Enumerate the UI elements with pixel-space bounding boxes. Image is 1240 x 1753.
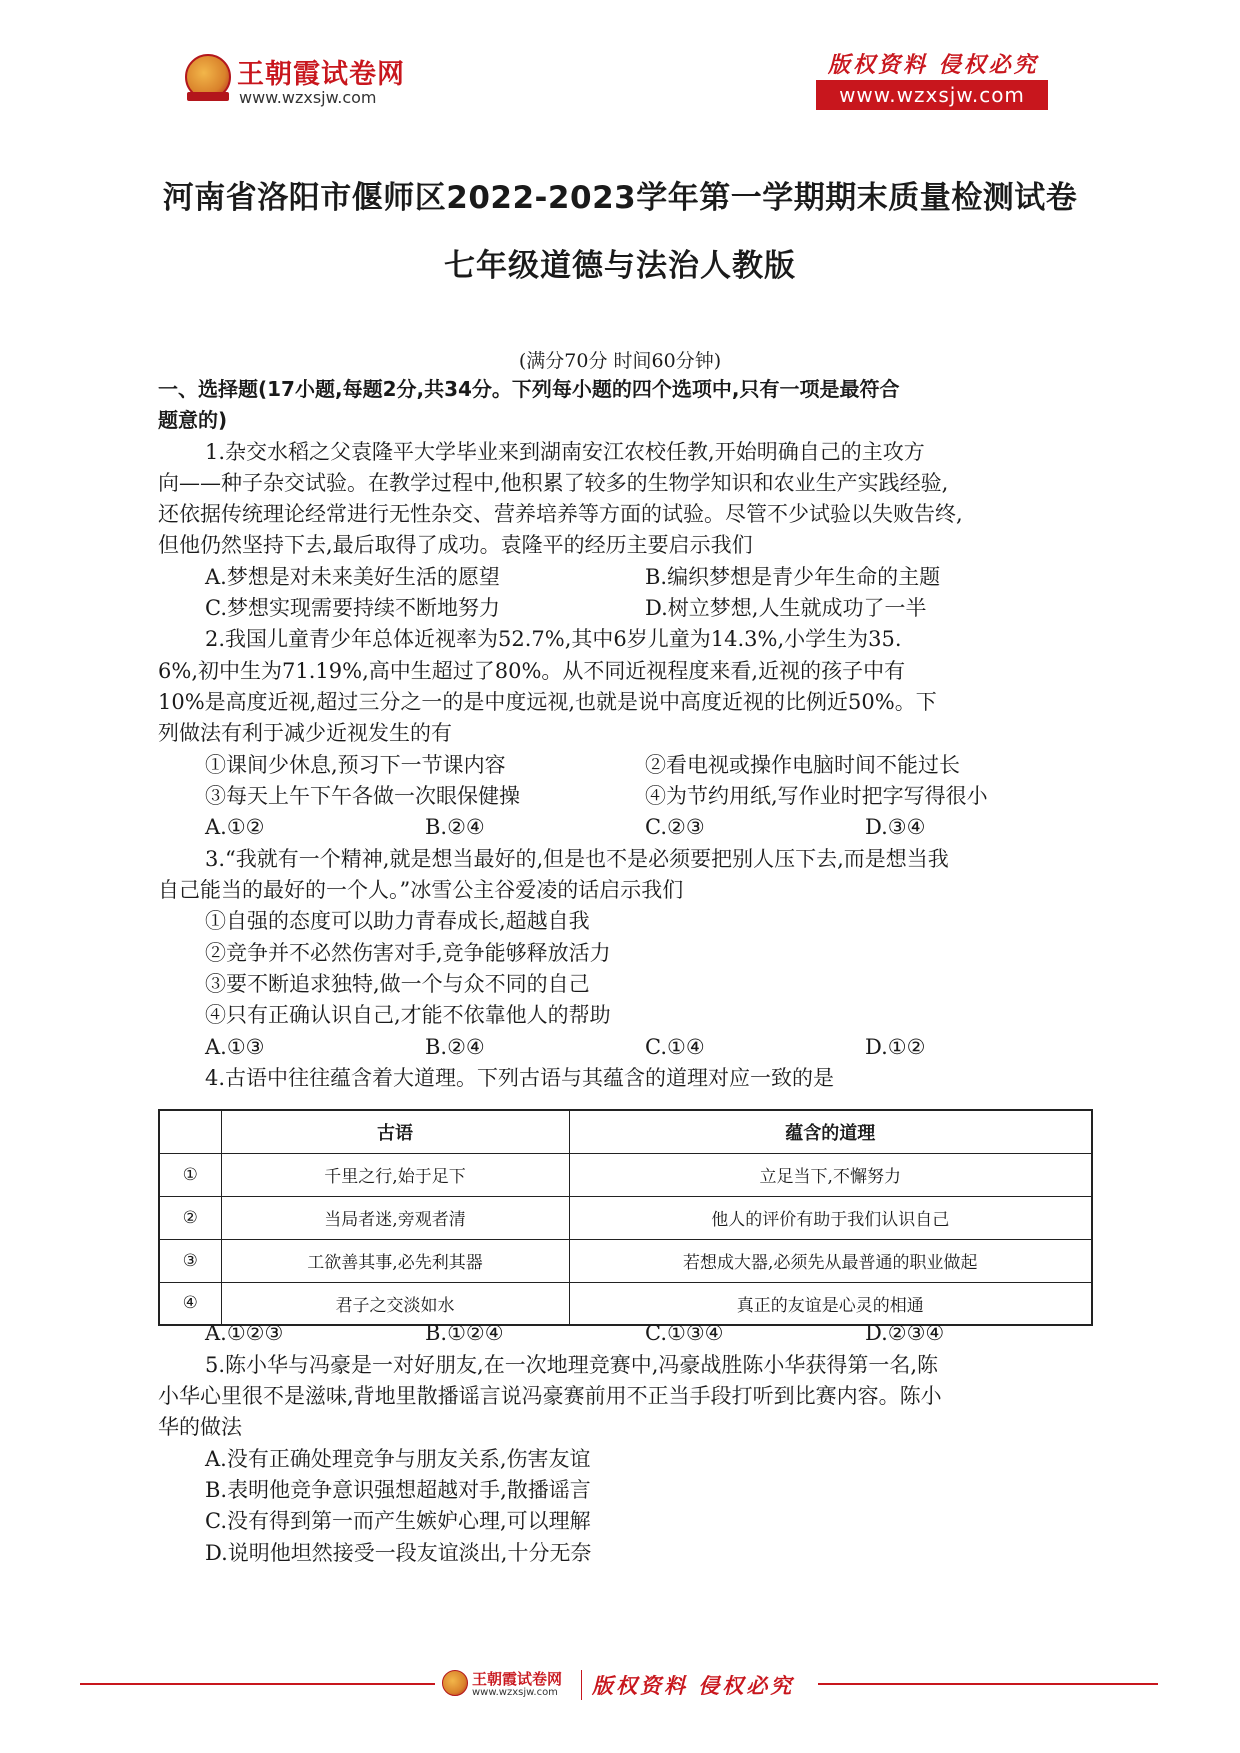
row-num: ①	[159, 1153, 221, 1196]
row-saying: 君子之交淡如水	[221, 1282, 569, 1325]
brand-name: 王朝霞试卷网	[237, 59, 405, 90]
q2-item: ①课间少休息,预习下一节课内容	[205, 753, 506, 777]
q5-option-c: C.没有得到第一而产生嫉妒心理,可以理解	[205, 1509, 591, 1533]
q3-item: ①自强的态度可以助力青春成长,超越自我	[205, 909, 590, 933]
q1-line: 1.杂交水稻之父袁隆平大学毕业来到湖南安江农校任教,开始明确自己的主攻方	[205, 440, 925, 464]
q1-option-b: B.编织梦想是青少年生命的主题	[645, 565, 941, 589]
table-row	[159, 1153, 1092, 1196]
footer-rule-right	[818, 1683, 1158, 1685]
q1-line: 但他仍然坚持下去,最后取得了成功。袁隆平的经历主要启示我们	[158, 533, 753, 557]
row-meaning: 真正的友谊是心灵的相通	[569, 1282, 1092, 1325]
table-row	[159, 1196, 1092, 1239]
q2-line: 6%,初中生为71.19%,高中生超过了80%。从不同近视程度来看,近视的孩子中有	[158, 659, 906, 683]
q5-option-b: B.表明他竞争意识强想超越对手,散播谣言	[205, 1478, 591, 1502]
section-heading: 一、选择题(17小题,每题2分,共34分。下列每小题的四个选项中,只有一项是最符合	[158, 377, 900, 401]
q2-item: ②看电视或操作电脑时间不能过长	[645, 753, 960, 777]
row-num: ③	[159, 1239, 221, 1282]
row-num: ②	[159, 1196, 221, 1239]
q4-option-a: A.①②③	[205, 1321, 284, 1345]
q1-option-d: D.树立梦想,人生就成功了一半	[645, 596, 927, 620]
footer-logo	[442, 1668, 582, 1702]
q3-line: 自己能当的最好的一个人。”冰雪公主谷爱凌的话启示我们	[158, 878, 684, 902]
q1-option-c: C.梦想实现需要持续不断地努力	[205, 596, 500, 620]
copyright-notice: 版权资料 侵权必究	[828, 52, 1039, 78]
footer-divider	[581, 1670, 582, 1700]
q4-table	[158, 1109, 1093, 1326]
exam-title: 河南省洛阳市偃师区2022-2023学年第一学期期末质量检测试卷	[162, 180, 1078, 216]
q3-option-a: A.①③	[205, 1035, 265, 1059]
q3-option-b: B.②④	[425, 1035, 485, 1059]
section-heading-cont: 题意的)	[158, 408, 228, 432]
q4-option-d: D.②③④	[865, 1321, 945, 1345]
footer-brand-url: www.wzxsjw.com	[472, 1687, 558, 1698]
row-saying: 工欲善其事,必先利其器	[221, 1239, 569, 1282]
table-header-saying: 古语	[221, 1110, 569, 1153]
q2-item: ③每天上午下午各做一次眼保健操	[205, 784, 520, 808]
exam-meta: (满分70分 时间60分钟)	[518, 350, 722, 372]
q5-line: 小华心里很不是滋味,背地里散播谣言说冯豪赛前用不正当手段打听到比赛内容。陈小	[158, 1384, 942, 1408]
q2-item: ④为节约用纸,写作业时把字写得很小	[645, 784, 988, 808]
q3-option-c: C.①④	[645, 1035, 705, 1059]
q1-option-a: A.梦想是对未来美好生活的愿望	[205, 565, 500, 589]
brand-ribbon	[187, 92, 229, 101]
q2-line: 列做法有利于减少近视发生的有	[158, 721, 452, 745]
footer-seal-icon	[442, 1670, 468, 1696]
q2-line: 10%是高度近视,超过三分之一的是中度远视,也就是说中高度近视的比例近50%。下	[158, 690, 937, 714]
q3-line: 3.“我就有一个精神,就是想当最好的,但是也不是必须要把别人压下去,而是想当我	[205, 847, 949, 871]
q3-item: ③要不断追求独特,做一个与众不同的自己	[205, 972, 590, 996]
q2-line: 2.我国儿童青少年总体近视率为52.7%,其中6岁儿童为14.3%,小学生为35.	[205, 627, 902, 651]
q5-option-d: D.说明他坦然接受一段友谊淡出,十分无奈	[205, 1541, 592, 1565]
q3-item: ④只有正确认识自己,才能不依靠他人的帮助	[205, 1003, 611, 1027]
footer-copyright: 版权资料 侵权必究	[592, 1673, 795, 1698]
table-header-num	[159, 1110, 221, 1153]
q3-item: ②竞争并不必然伤害对手,竞争能够释放活力	[205, 941, 611, 965]
q2-option-d: D.③④	[865, 815, 926, 839]
q4-option-b: B.①②④	[425, 1321, 504, 1345]
q1-line: 还依据传统理论经常进行无性杂交、营养培养等方面的试验。尽管不少试验以失败告终,	[158, 502, 963, 526]
footer-rule-left	[80, 1683, 435, 1685]
row-meaning: 他人的评价有助于我们认识自己	[569, 1196, 1092, 1239]
q5-line: 5.陈小华与冯豪是一对好朋友,在一次地理竞赛中,冯豪战胜陈小华获得第一名,陈	[205, 1353, 939, 1377]
copyright-block	[816, 48, 1056, 112]
footer-brand-name: 王朝霞试卷网	[472, 1670, 563, 1688]
q1-line: 向——种子杂交试验。在教学过程中,他积累了较多的生物学知识和农业生产实践经验,	[158, 471, 949, 495]
table-header-meaning: 蕴含的道理	[569, 1110, 1092, 1153]
q3-option-d: D.①②	[865, 1035, 926, 1059]
row-meaning: 立足当下,不懈努力	[569, 1153, 1092, 1196]
exam-subtitle: 七年级道德与法治人教版	[444, 248, 796, 284]
q2-option-b: B.②④	[425, 815, 485, 839]
table-row	[159, 1239, 1092, 1282]
q5-line: 华的做法	[158, 1415, 242, 1439]
q2-option-a: A.①②	[205, 815, 265, 839]
brand-url: www.wzxsjw.com	[239, 88, 377, 107]
q5-option-a: A.没有正确处理竞争与朋友关系,伤害友谊	[205, 1447, 591, 1471]
site-url-banner: www.wzxsjw.com	[816, 80, 1048, 110]
row-num: ④	[159, 1282, 221, 1325]
row-meaning: 若想成大器,必须先从最普通的职业做起	[569, 1239, 1092, 1282]
q4-stem: 4.古语中往往蕴含着大道理。下列古语与其蕴含的道理对应一致的是	[205, 1066, 835, 1090]
q4-option-c: C.①③④	[645, 1321, 724, 1345]
q2-option-c: C.②③	[645, 815, 705, 839]
table-header-row	[159, 1110, 1092, 1153]
row-saying: 当局者迷,旁观者清	[221, 1196, 569, 1239]
brand-logo	[185, 48, 445, 114]
row-saying: 千里之行,始于足下	[221, 1153, 569, 1196]
